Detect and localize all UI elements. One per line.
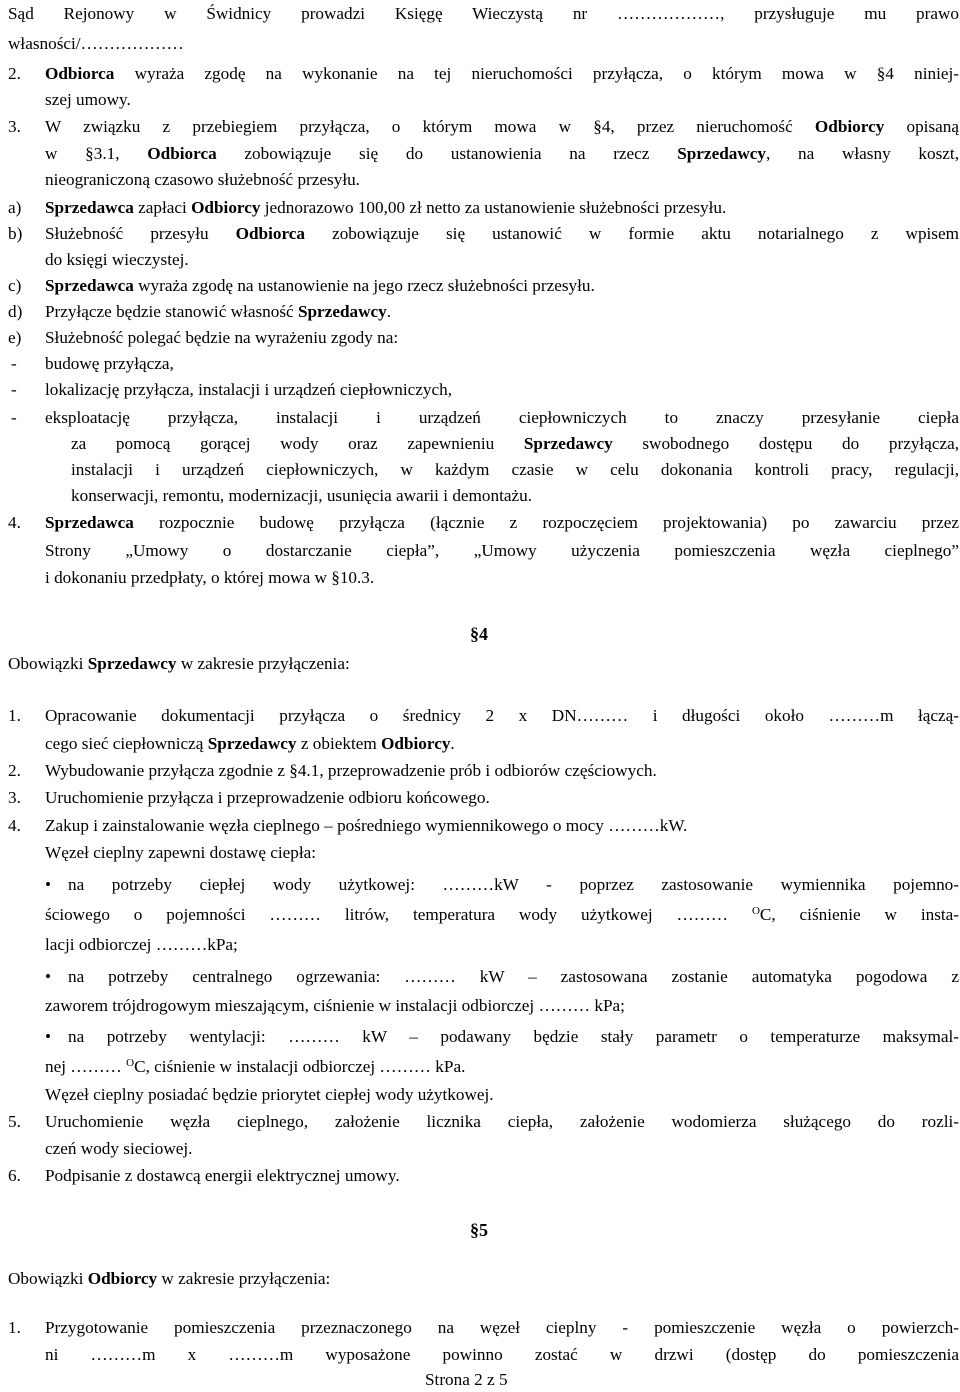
item-number: 4.	[8, 816, 21, 835]
item-number: 2.	[8, 64, 21, 83]
bullet-3-line-1: na potrzeby wentylacji: ……… kW – podawany będzie stały parametr o temperaturze maksymal-	[68, 1027, 959, 1046]
s4-item-4-line-1: Zakup i zainstalowanie węzła cieplnego – pośredniego wymiennikowego o mocy ………kW.	[45, 816, 688, 835]
dash-item-3-line-2: za pomocą gorącej wody oraz zapewnieniu Sprzedawcy swobodnego dostępu do przyłącza,	[71, 434, 959, 453]
bullet-mark: •	[45, 875, 52, 894]
dash-mark: -	[11, 380, 17, 399]
sub-item-b-line-1: Służebność przesyłu Odbiorca zobowiązuje się ustanowić w formie aktu notarialnego z wpisem	[45, 224, 959, 243]
dash-item-3-line-3: instalacji i urządzeń ciepłowniczych, w każdym czasie w celu dokonania kontroli pracy, regulacji,	[71, 460, 959, 479]
section-5-heading: Obowiązki Odbiorcy w zakresie przyłączenia:	[8, 1269, 331, 1288]
item-4-line-3: i dokonaniu przedpłaty, o której mowa w §10.3.	[45, 568, 375, 587]
sub-item-mark: e)	[8, 328, 22, 347]
sub-item-mark: a)	[8, 198, 22, 217]
s4-item-5-line-2: czeń wody sieciowej.	[45, 1139, 193, 1158]
dash-item-3-line-1: eksploatację przyłącza, instalacji i urządzeń ciepłowniczych to znaczy przesyłanie ciepła	[45, 408, 959, 427]
item-3-line-2: w §3.1, Odbiorca zobowiązuje się do ustanowienia na rzecz Sprzedawcy, na własny koszt,	[45, 144, 959, 163]
party-name: Sprzedawcy	[523, 434, 613, 453]
item-number: 6.	[8, 1166, 21, 1185]
party-name: Sprzedawcy	[87, 654, 177, 673]
bullet-1-line-2-text: ściowego o pojemności ……… litrów, temperatura wody użytkowej ………	[45, 905, 729, 924]
bullet-3-line-2-tail: C, ciśnienie w instalacji odbiorczej ……… kPa.	[134, 1057, 466, 1076]
sub-item-b-line-2: do księgi wieczystej.	[45, 250, 189, 269]
party-name: Odbiorcy	[87, 1269, 158, 1288]
section-4-heading-text: Obowiązki Sprzedawcy w zakresie przyłączenia:	[8, 654, 350, 673]
dash-item-2: lokalizację przyłącza, instalacji i urządzeń ciepłowniczych,	[45, 380, 453, 399]
sub-item-a-line-1: Sprzedawca zapłaci Odbiorcy jednorazowo 100,00 zł netto za ustanowienie służebności przesyłu.	[45, 198, 727, 217]
intro-line-1: Sąd Rejonowy w Świdnicy prowadzi Księgę Wieczystą nr ………………, przysługuje mu prawo	[8, 4, 959, 23]
degree-sup: O	[126, 1057, 135, 1069]
sub-item-d-line-1: Przyłącze będzie stanowić własność Sprzedawcy.	[45, 302, 392, 321]
s4-item-3-line-1: Uruchomienie przyłącza i przeprowadzenie odbioru końcowego.	[45, 788, 490, 807]
dash-item-1: budowę przyłącza,	[45, 354, 174, 373]
item-2-line-1: Odbiorca wyraża zgodę na wykonanie na tej nieruchomości przyłącza, o którym mowa w §4 niniej-	[45, 64, 959, 83]
page-number: Strona 2 z 5	[425, 1370, 508, 1389]
item-number: 1.	[8, 706, 21, 725]
bullet-1-line-2-tail: C, ciśnienie w insta-	[759, 905, 959, 924]
s5-item-1-line-1: Przygotowanie pomieszczenia przeznaczonego na węzeł cieplny - pomieszczenie węzła o powierzch-	[45, 1318, 959, 1337]
party-name: Sprzedawca	[45, 276, 134, 295]
party-name: Sprzedawcy	[677, 144, 766, 163]
bullet-1-line-1: na potrzeby ciepłej wody użytkowej: ………kW - poprzez zastosowanie wymiennika pojemno-	[68, 875, 959, 894]
sub-item-c-line-1: Sprzedawca wyraża zgodę na ustanowienie na jego rzecz służebności przesyłu.	[45, 276, 595, 295]
party-name: Odbiorca	[147, 144, 217, 163]
section-4-symbol: §4	[470, 624, 488, 644]
item-3-line-1: W związku z przebiegiem przyłącza, o którym mowa w §4, przez nieruchomość Odbiorcy opisaną	[45, 117, 959, 136]
party-name: Odbiorca	[235, 224, 306, 243]
intro-line-2: własności/………………	[8, 34, 184, 53]
bullet-mark: •	[45, 1027, 52, 1046]
s4-item-6-line-1: Podpisanie z dostawcą energii elektrycznej umowy.	[45, 1166, 400, 1185]
section-5-symbol: §5	[470, 1220, 488, 1240]
bullet-2-line-2: zaworem trójdrogowym mieszającym, ciśnienie w instalacji odbiorczej ……… kPa;	[45, 996, 625, 1015]
item-3-line-3: nieograniczoną czasowo służebność przesyłu.	[45, 170, 360, 189]
bullet-3-line-2	[45, 1055, 465, 1079]
party-name: Odbiorca	[45, 64, 115, 83]
bullet-mark: •	[45, 967, 52, 986]
party-name: Sprzedawca	[45, 513, 134, 532]
bullet-2-line-1: na potrzeby centralnego ogrzewania: ……… kW – zastosowana zostanie automatyka pogodowa z	[68, 967, 959, 986]
sub-item-mark: d)	[8, 302, 23, 321]
item-number: 4.	[8, 513, 21, 532]
s5-item-1-line-2: ni ………m x ………m wyposażone powinno zostać w drzwi (dostęp do pomieszczenia	[45, 1345, 959, 1364]
item-number: 1.	[8, 1318, 21, 1337]
party-name: Odbiorcy	[191, 198, 261, 217]
bullet-1-line-3: lacji odbiorczej ………kPa;	[45, 935, 238, 954]
dash-item-3-line-4: konserwacji, remontu, modernizacji, usunięcia awarii i demontażu.	[71, 486, 533, 505]
party-name: Sprzedawcy	[207, 734, 297, 753]
item-number: 3.	[8, 117, 21, 136]
bullet-3-line-2-text: nej ………	[45, 1057, 122, 1076]
node-priority-line: Węzeł cieplny posiadać będzie priorytet ciepłej wody użytkowej.	[45, 1085, 494, 1104]
dash-mark: -	[11, 408, 17, 427]
item-number: 5.	[8, 1112, 21, 1131]
item-number: 3.	[8, 788, 21, 807]
item-number: 2.	[8, 761, 21, 780]
bullet-1-line-2	[45, 903, 959, 927]
dash-mark: -	[11, 354, 17, 373]
sub-item-mark: c)	[8, 276, 22, 295]
sub-item-e-line-1: Służebność polegać będzie na wyrażeniu zgody na:	[45, 328, 399, 347]
item-4-line-2: Strony „Umowy o dostarczanie ciepła”, „Umowy użyczenia pomieszczenia węzła cieplnego”	[45, 541, 959, 560]
party-name: Sprzedawca	[45, 198, 134, 217]
item-4-line-1: Sprzedawca rozpocznie budowę przyłącza (łącznie z rozpoczęciem projektowania) po zawarciu przez	[45, 513, 959, 532]
s4-item-1-line-2: cego sieć ciepłowniczą Sprzedawcy z obiektem Odbiorcy.	[45, 734, 455, 753]
sub-item-mark: b)	[8, 224, 23, 243]
s4-item-2-line-1: Wybudowanie przyłącza zgodnie z §4.1, przeprowadzenie prób i odbiorów częściowych.	[45, 761, 657, 780]
s4-item-1-line-1: Opracowanie dokumentacji przyłącza o średnicy 2 x DN……… i długości około ………m łączą-	[45, 706, 959, 725]
item-2-line-2: szej umowy.	[45, 90, 131, 109]
s4-item-4-line-2: Węzeł cieplny zapewni dostawę ciepła:	[45, 843, 317, 862]
party-name: Odbiorcy	[381, 734, 451, 753]
s4-item-5-line-1: Uruchomienie węzła cieplnego, założenie licznika ciepła, założenie wodomierza służącego do rozli-	[45, 1112, 959, 1131]
degree-sup: O	[751, 905, 760, 917]
party-name: Sprzedawcy	[297, 302, 387, 321]
party-name: Odbiorcy	[814, 117, 885, 136]
section-4-heading	[8, 652, 350, 676]
